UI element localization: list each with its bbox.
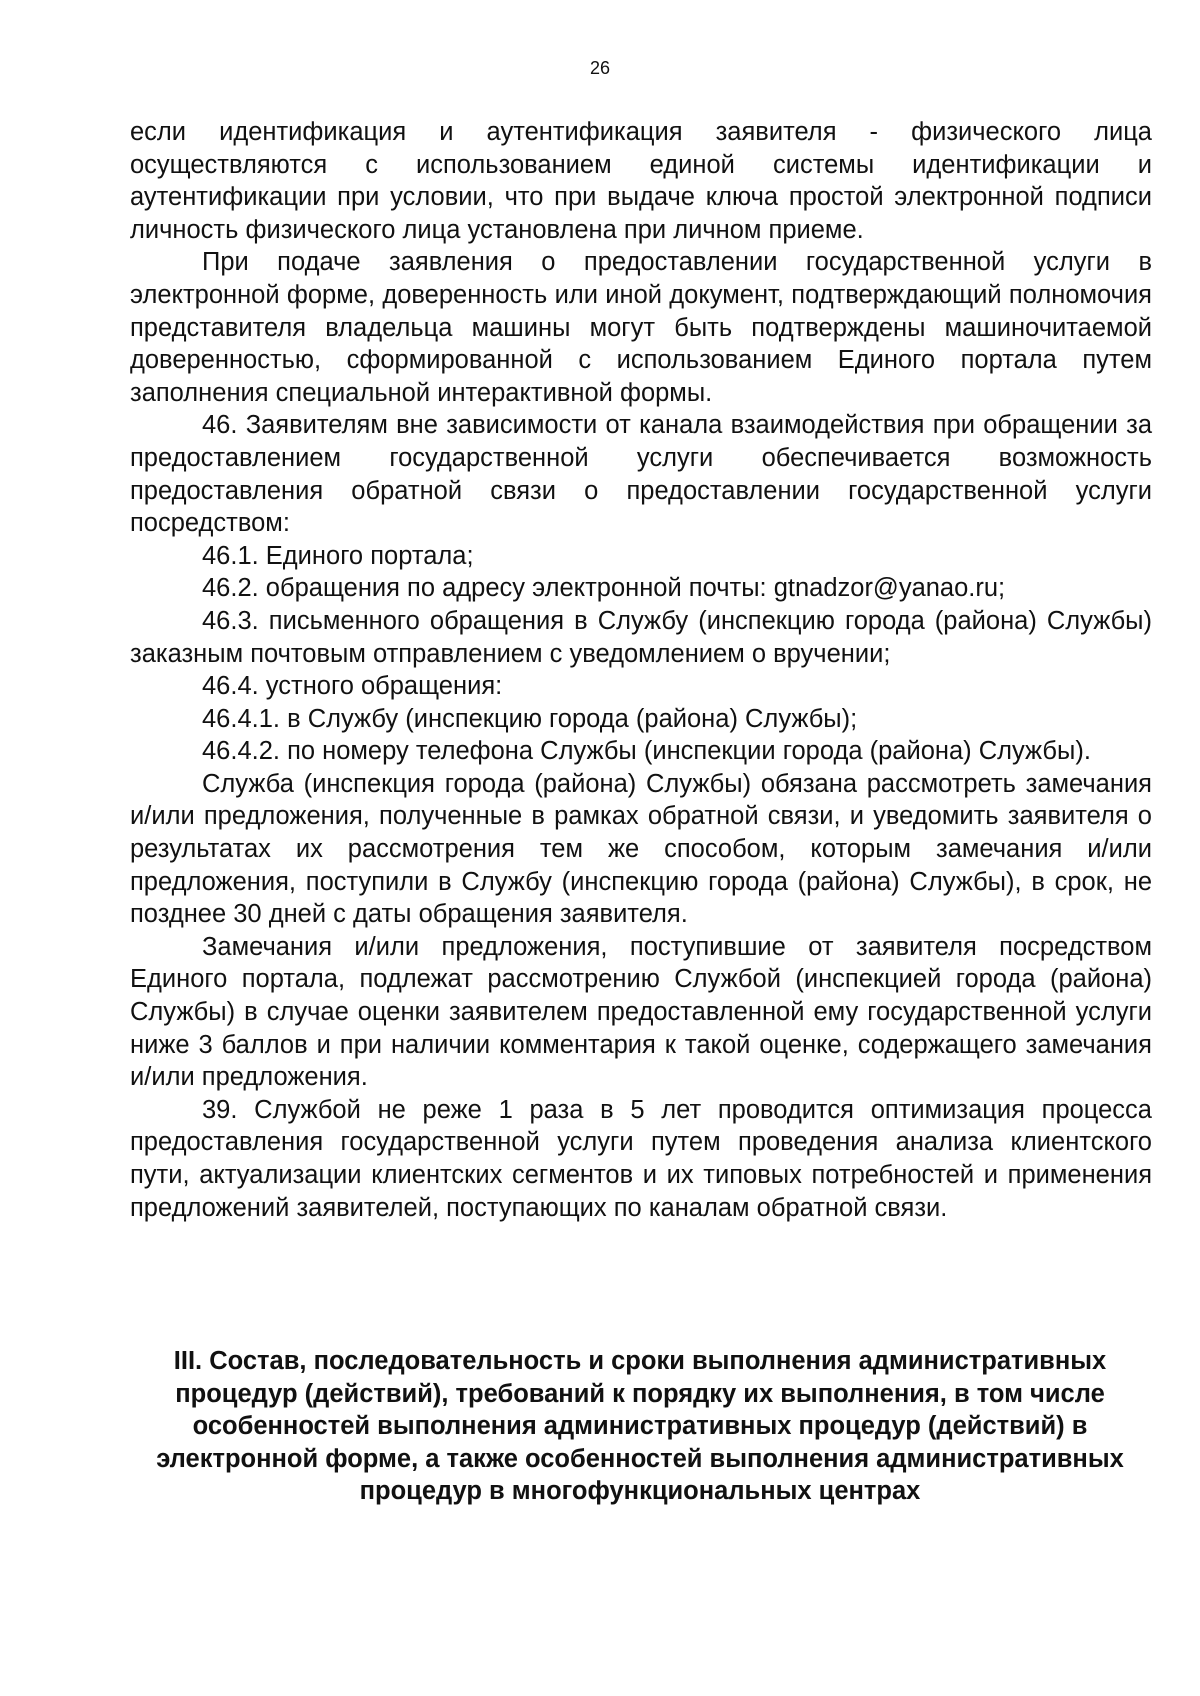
list-item: 46.4. устного обращения:	[202, 672, 503, 701]
list-item: 46.4.1. в Службу (инспекцию города (района) Службы);	[202, 704, 858, 733]
list-item: 46.3. письменного обращения в Службу (инспекцию города (района) Службы) заказным почтовым отправлением с уведомлением о вручении;	[130, 606, 1152, 668]
list-item: 46.2. обращения по адресу электронной почты: gtnadzor@yanao.ru;	[202, 574, 1006, 603]
paragraph: 46. Заявителям вне зависимости от канала взаимодействия при обращении за предоставлением государственной услуги обеспечивается возможность предоставления обратной связи о предоставлении государственной услуги посредством:	[130, 411, 1152, 538]
paragraph: если идентификация и аутентификация заявителя - физического лица осуществляются с использованием единой системы идентификации и аутентификации при условии, что при выдаче ключа простой электронной подписи личность физического лица установлена при личном приеме.	[130, 118, 1152, 244]
list-item: 46.4.2. по номеру телефона Службы (инспекции города (района) Службы).	[202, 737, 1091, 766]
paragraph: Служба (инспекция города (района) Службы) обязана рассмотреть замечания и/или предложения, полученные в рамках обратной связи, и уведомить заявителя о результатах их рассмотрения тем же способом, которым замечания и/или предложения, поступили в Службу (инспекцию города (района) Службы), в срок, не позднее 30 дней с даты обращения заявителя.	[130, 769, 1152, 929]
section-heading: III. Состав, последовательность и сроки выполнения административных процедур (действий), требований к порядку их выполнения, в том числе особенностей выполнения административных процедур (действий) в электронной форме, а также особенностей выполнения административных процедур в многофункциональных центрах	[156, 1347, 1124, 1506]
paragraph: 39. Службой не реже 1 раза в 5 лет проводится оптимизация процесса предоставления государственной услуги путем проведения анализа клиентского пути, актуализации клиентских сегментов и их типовых потребностей и применения предложений заявителей, поступающих по каналам обратной связи.	[130, 1095, 1152, 1222]
list-item: 46.1. Единого портала;	[202, 541, 474, 570]
page-number: 26	[589, 58, 611, 78]
paragraph: При подаче заявления о предоставлении государственной услуги в электронной форме, доверенность или иной документ, подтверждающий полномочия представителя владельца машины могут быть подтверждены машиночитаемой доверенностью, сформированной с использованием Единого портала путем заполнения специальной интерактивной формы.	[130, 248, 1152, 407]
paragraph: Замечания и/или предложения, поступившие от заявителя посредством Единого портала, подлежат рассмотрению Службой (инспекцией города (района) Службы) в случае оценки заявителем предоставленной ему государственной услуги ниже 3 баллов и при наличии комментария к такой оценке, содержащего замечания и/или предложения.	[130, 932, 1152, 1092]
document-body	[130, 116, 1152, 1224]
